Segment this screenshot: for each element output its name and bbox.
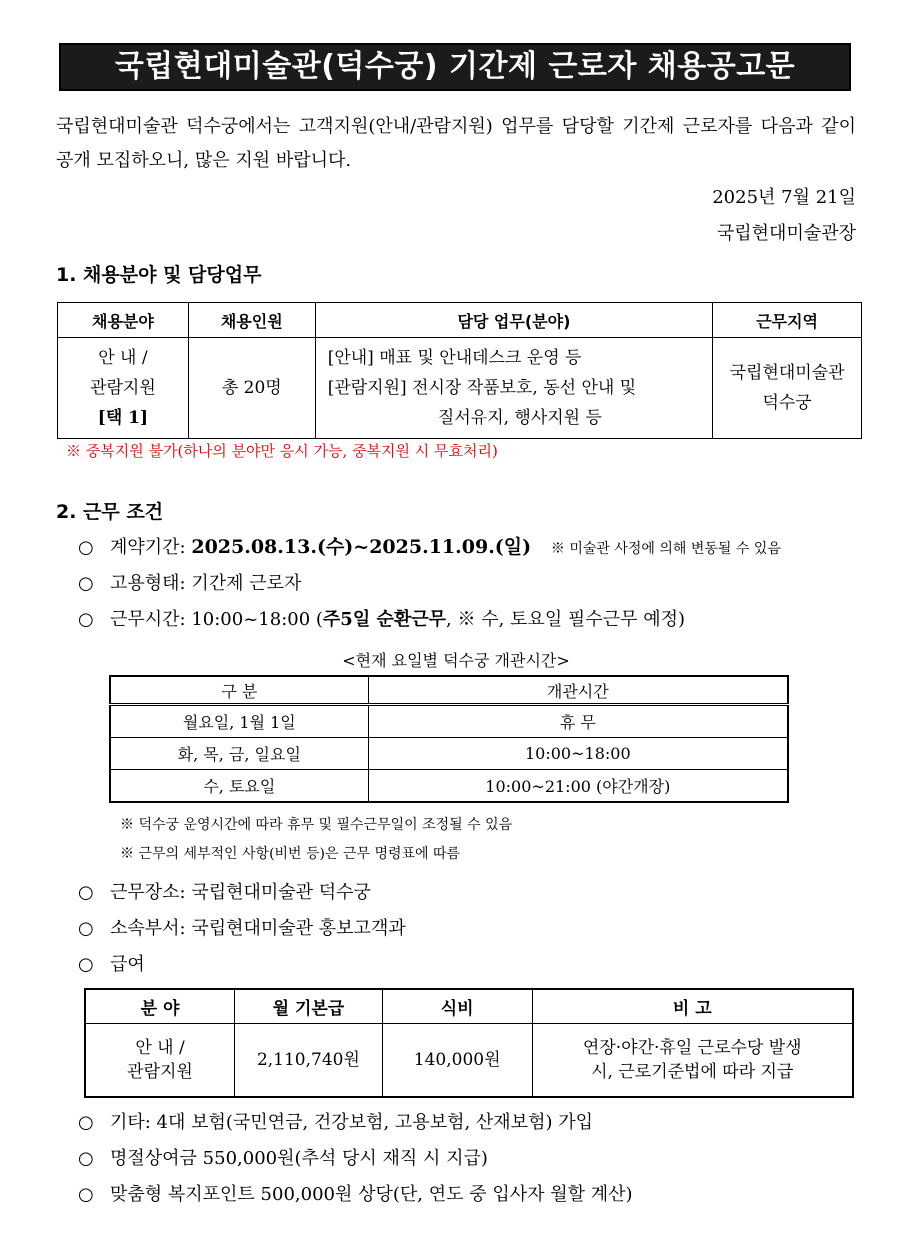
cell-base-pay: 2,110,740원 [235, 1024, 383, 1098]
contract-label: 계약기간: [110, 537, 192, 558]
contract-value: 2025.08.13.(수)~2025.11.09.(일) [191, 536, 532, 558]
section2-heading: 2. 근무 조건 [56, 501, 164, 523]
table-row [110, 770, 788, 803]
schedule-caption: <현재 요일별 덕수궁 개관시간> [342, 651, 570, 670]
bullet-icon: ○ [78, 918, 94, 939]
dept-text: 소속부서: 국립현대미술관 홍보고객과 [110, 918, 406, 939]
cell-day: 수, 토요일 [110, 770, 368, 803]
hours-rotation: 주5일 순환근무 [322, 609, 447, 630]
bullet-icon: ○ [78, 882, 94, 903]
field-line: 관람지원 [90, 378, 156, 398]
intro-paragraph: 국립현대미술관 덕수궁에서는 고객지원(안내/관람지원) 업무를 담당할 기간제 근로자를 다음과 같이 공개 모집하오니, 많은 지원 바랍니다. [56, 116, 856, 171]
work-hours [78, 605, 685, 631]
table-row [110, 705, 788, 738]
cell-count: 총 20명 [188, 338, 315, 439]
table-row [85, 1024, 853, 1098]
issuer: 국립현대미술관장 [716, 223, 856, 244]
cell-meal: 140,000원 [382, 1024, 532, 1098]
header-hours: 개관시간 [368, 676, 788, 705]
recruitment-table [57, 302, 862, 439]
insurance-text: 기타: 4대 보험(국민연금, 건강보험, 고용보험, 산재보험) 가입 [110, 1112, 593, 1133]
holiday-bonus [78, 1144, 488, 1170]
header-count: 채용인원 [188, 303, 315, 338]
field-line: 안 내 / [98, 348, 148, 368]
table-header-row [110, 676, 788, 705]
table-row [58, 338, 862, 439]
opening-hours-table [109, 675, 789, 803]
welfare-text: 맞춤형 복지포인트 500,000원 상당(단, 연도 중 입사자 월할 계산) [110, 1184, 633, 1205]
place-text: 근무장소: 국립현대미술관 덕수궁 [110, 882, 371, 903]
location-line: 국립현대미술관 [729, 363, 845, 383]
other-insurance [78, 1108, 593, 1134]
hours-rest: , ※ 수, 토요일 필수근무 예정) [446, 609, 685, 630]
remark-line: 연장·야간·휴일 근로수당 발생 [582, 1038, 802, 1058]
location-line: 덕수궁 [762, 393, 812, 413]
cell-field [85, 1024, 235, 1098]
table-header-row [85, 989, 853, 1024]
schedule-note-1: ※ 덕수궁 운영시간에 따라 휴무 및 필수근무일이 조정될 수 있음 [120, 817, 513, 833]
cell-hours: 10:00~21:00 (야간개장) [368, 770, 788, 803]
pay-heading [78, 950, 145, 976]
cell-remark [532, 1024, 853, 1098]
cell-location [713, 338, 862, 439]
cell-hours: 10:00~18:00 [368, 738, 788, 770]
contract-period [78, 532, 781, 559]
contract-note: ※ 미술관 사정에 의해 변동될 수 있음 [550, 541, 781, 557]
header-field: 채용분야 [58, 303, 189, 338]
bullet-icon: ○ [78, 537, 94, 558]
field-line: 안 내 / [135, 1038, 185, 1058]
salary-table [84, 988, 854, 1098]
cell-duty [315, 338, 712, 439]
cell-day: 화, 목, 금, 일요일 [110, 738, 368, 770]
header-location: 근무지역 [713, 303, 862, 338]
bonus-text: 명절상여금 550,000원(추석 당시 재직 시 지급) [110, 1148, 488, 1169]
cell-day: 월요일, 1월 1일 [110, 705, 368, 738]
department [78, 914, 406, 940]
bullet-icon: ○ [78, 1148, 94, 1169]
duplicate-notice: ※ 중복지원 불가(하나의 분야만 응시 가능, 중복지원 시 무효처리) [66, 442, 498, 460]
cell-hours: 휴 무 [368, 705, 788, 738]
header-base-pay: 월 기본급 [235, 989, 383, 1024]
welfare-points [78, 1180, 633, 1206]
employment-text: 고용형태: 기간제 근로자 [110, 573, 302, 594]
bullet-icon: ○ [78, 1184, 94, 1205]
table-row [110, 738, 788, 770]
field-line: 관람지원 [127, 1062, 193, 1082]
schedule-note-2: ※ 근무의 세부적인 사항(비번 등)은 근무 명령표에 따름 [120, 846, 461, 862]
pay-text: 급여 [110, 954, 145, 975]
bullet-icon: ○ [78, 954, 94, 975]
header-category: 구 분 [110, 676, 368, 705]
header-field: 분 야 [85, 989, 235, 1024]
header-duty: 담당 업무(분야) [315, 303, 712, 338]
field-select-note: [택 1] [97, 408, 149, 428]
header-remark: 비 고 [532, 989, 853, 1024]
table-header-row [58, 303, 862, 338]
duty-line: [안내] 매표 및 안내데스크 운영 등 [327, 348, 582, 368]
cell-field [58, 338, 189, 439]
work-place [78, 878, 371, 904]
bullet-icon: ○ [78, 1112, 94, 1133]
section1-heading: 1. 채용분야 및 담당업무 [56, 264, 262, 286]
remark-line: 시, 근로기준법에 따라 지급 [591, 1062, 794, 1082]
duty-line: 질서유지, 행사지원 등 [437, 408, 602, 428]
issue-block [712, 180, 856, 252]
page-title: 국립현대미술관(덕수궁) 기간제 근로자 채용공고문 [59, 43, 851, 91]
issue-date: 2025년 7월 21일 [712, 187, 856, 208]
hours-label: 근무시간: 10:00~18:00 ( [110, 609, 323, 630]
bullet-icon: ○ [78, 573, 94, 594]
employment-type [78, 569, 301, 595]
bullet-icon: ○ [78, 609, 94, 630]
header-meal: 식비 [382, 989, 532, 1024]
duty-line: [관람지원] 전시장 작품보호, 동선 안내 및 [327, 378, 637, 398]
